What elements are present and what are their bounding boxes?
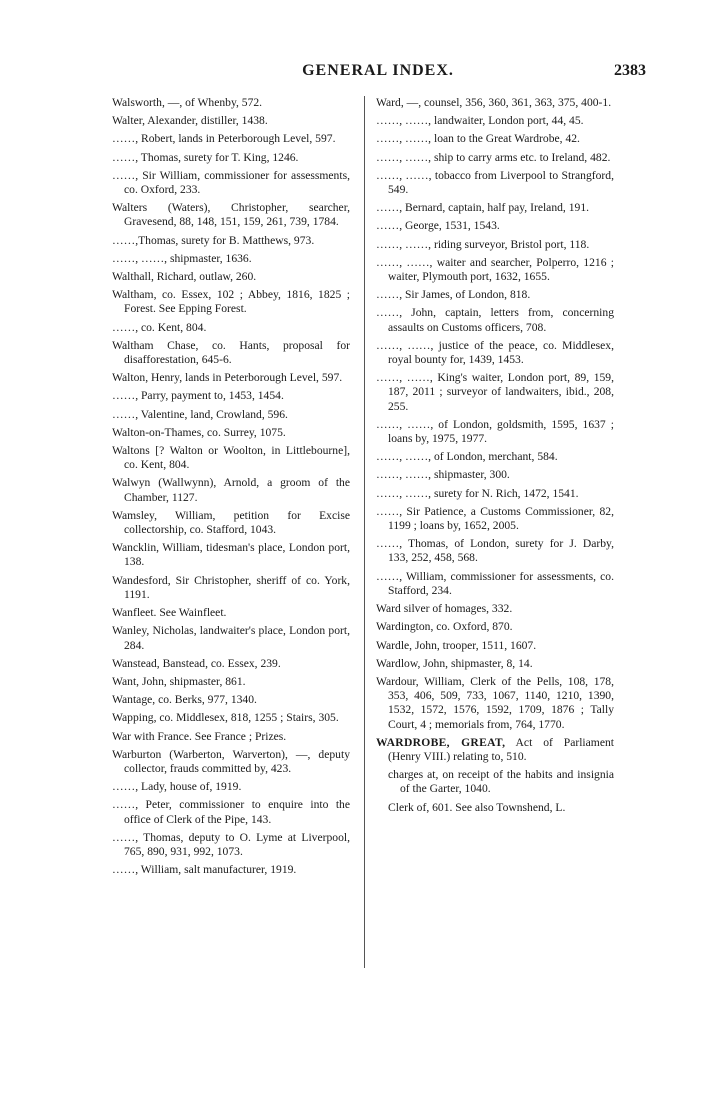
index-entry: Want, John, shipmaster, 861. [112,674,246,688]
index-entry: ……, Valentine, land, Crowland, 596. [112,407,288,421]
page-title: GENERAL INDEX. [302,62,454,79]
index-entry: Wanley, Nicholas, landwaiter's place, London port, 284. [112,624,350,652]
index-entry: ……, ……, shipmaster, 300. [376,468,510,482]
index-entry: Walton, Henry, lands in Peterborough Level, 597. [112,371,343,385]
index-subentry: charges at, on receipt of the habits and insignia of the Garter, 1040. [388,768,614,796]
index-entry: ……, Robert, lands in Peterborough Level, 597. [112,132,336,146]
index-entry: Wantage, co. Berks, 977, 1340. [112,693,257,707]
index-entry: Walton-on-Thames, co. Surrey, 1075. [112,425,286,439]
index-entry: Waltham Chase, co. Hants, proposal for disafforestation, 645-6. [112,338,350,367]
index-entry: ……, ……, surety for N. Rich, 1472, 1541. [376,486,579,500]
index-entry: ……, Sir Patience, a Customs Commissioner, 82, 1199 ; loans by, 1652, 2005. [376,504,614,533]
index-entry: ……, Parry, payment to, 1453, 1454. [112,389,284,403]
index-entry: ……, ……, waiter and searcher, Polperro, 1216 ; waiter, Plymouth port, 1632, 1655. [376,255,614,284]
index-column-right [376,96,614,819]
index-entry: Wanstead, Banstead, co. Essex, 239. [112,656,281,670]
index-entry: Walters (Waters), Christopher, searcher, Gravesend, 88, 148, 151, 159, 261, 739, 1784. [112,201,350,229]
index-entry: ……, ……, landwaiter, London port, 44, 45. [376,114,584,128]
index-entry: War with France. See France ; Prizes. [112,729,287,743]
index-entry: ……, John, captain, letters from, concerning assaults on Customs officers, 708. [376,306,614,334]
index-entry: ……, ……, tobacco from Liverpool to Strangford, 549. [376,168,614,197]
index-entry: Wardington, co. Oxford, 870. [376,620,513,634]
index-entry: Walwyn (Wallwynn), Arnold, a groom of the Chamber, 1127. [112,476,350,504]
index-entry: Walthall, Richard, outlaw, 260. [112,270,257,284]
index-entry-wardrobe [376,736,614,764]
page-number: 2383 [614,62,646,79]
index-entry: ……, ……, of London, merchant, 584. [376,450,558,464]
index-entry: ……, ……, riding surveyor, Bristol port, 118. [376,237,590,251]
index-entry: ……, ……, loan to the Great Wardrobe, 42. [376,132,580,146]
index-entry: ……, ……, justice of the peace, co. Middlesex, royal bounty for, 1439, 1453. [376,338,614,367]
index-entry: ……,Thomas, surety for B. Matthews, 973. [112,233,315,247]
index-entry: Warburton (Warberton, Warverton), —, deputy collector, frauds committed by, 423. [112,747,350,775]
index-entry: ……, ……, King's waiter, London port, 89, 159, 187, 2011 ; surveyor of landwaiters, ibid., 208, 255. [376,371,614,413]
index-entry: Wardlow, John, shipmaster, 8, 14. [376,656,533,670]
index-entry: Wamsley, William, petition for Excise collectorship, co. Stafford, 1043. [112,508,350,537]
index-entry: ……, George, 1531, 1543. [376,219,500,233]
index-entry: Wapping, co. Middlesex, 818, 1255 ; Stairs, 305. [112,711,339,725]
index-entry: ……, Lady, house of, 1919. [112,780,242,794]
wardrobe-heading-rest: Act of Parliament (Henry VIII.) relating to, 510. [388,735,614,763]
index-entry: ……, Peter, commissioner to enquire into the office of Clerk of the Pipe, 143. [112,798,350,826]
index-entry: Ward silver of homages, 332. [376,602,513,616]
index-entry: Wardour, William, Clerk of the Pells, 108, 178, 353, 406, 509, 733, 1067, 1140, 1210, 1390, 1532, 1572, 1576, 1592, 1709, 1876 ; Tally Court, 4 ; memorials from, 764, 1770. [376,674,614,731]
index-entry: ……, Thomas, deputy to O. Lyme at Liverpool, 765, 890, 931, 992, 1073. [112,830,350,858]
index-entry: Wandesford, Sir Christopher, sheriff of co. York, 1191. [112,573,350,601]
index-entry: Wancklin, William, tidesman's place, London port, 138. [112,541,350,569]
index-entry: ……, Sir James, of London, 818. [376,288,531,302]
index-entry: Walter, Alexander, distiller, 1438. [112,114,268,128]
index-entry: ……, ……, ship to carry arms etc. to Ireland, 482. [376,150,611,164]
index-entry: Wanfleet. See Wainfleet. [112,606,227,620]
index-entry: ……, co. Kent, 804. [112,320,207,334]
index-entry: Ward, —, counsel, 356, 360, 361, 363, 375, 400-1. [376,96,612,109]
index-entry: ……, Thomas, surety for T. King, 1246. [112,150,299,164]
index-entry: Waltham, co. Essex, 102 ; Abbey, 1816, 1825 ; Forest. See Epping Forest. [112,288,350,316]
column-divider [364,96,365,968]
index-entry: Waltons [? Walton or Woolton, in Littlebourne], co. Kent, 804. [112,444,350,472]
index-entry: Wardle, John, trooper, 1511, 1607. [376,638,537,652]
wardrobe-heading: WARDROBE, GREAT, [376,735,506,749]
index-entry: ……, ……, shipmaster, 1636. [112,251,252,265]
index-subentry: Clerk of, 601. See also Townshend, L. [388,800,566,814]
index-entry: ……, Sir William, commissioner for assessments, co. Oxford, 233. [112,168,350,197]
index-entry: ……, Bernard, captain, half pay, Ireland, 191. [376,201,590,215]
page-header [110,62,646,86]
index-entry: Walsworth, —, of Whenby, 572. [112,96,263,109]
index-column-left [112,96,350,881]
index-entry: ……, ……, of London, goldsmith, 1595, 1637 ; loans by, 1975, 1977. [376,417,614,446]
index-entry: ……, Thomas, of London, surety for J. Darby, 133, 252, 458, 568. [376,537,614,565]
index-entry: ……, William, salt manufacturer, 1919. [112,863,297,877]
index-entry: ……, William, commissioner for assessments, co. Stafford, 234. [376,569,614,597]
